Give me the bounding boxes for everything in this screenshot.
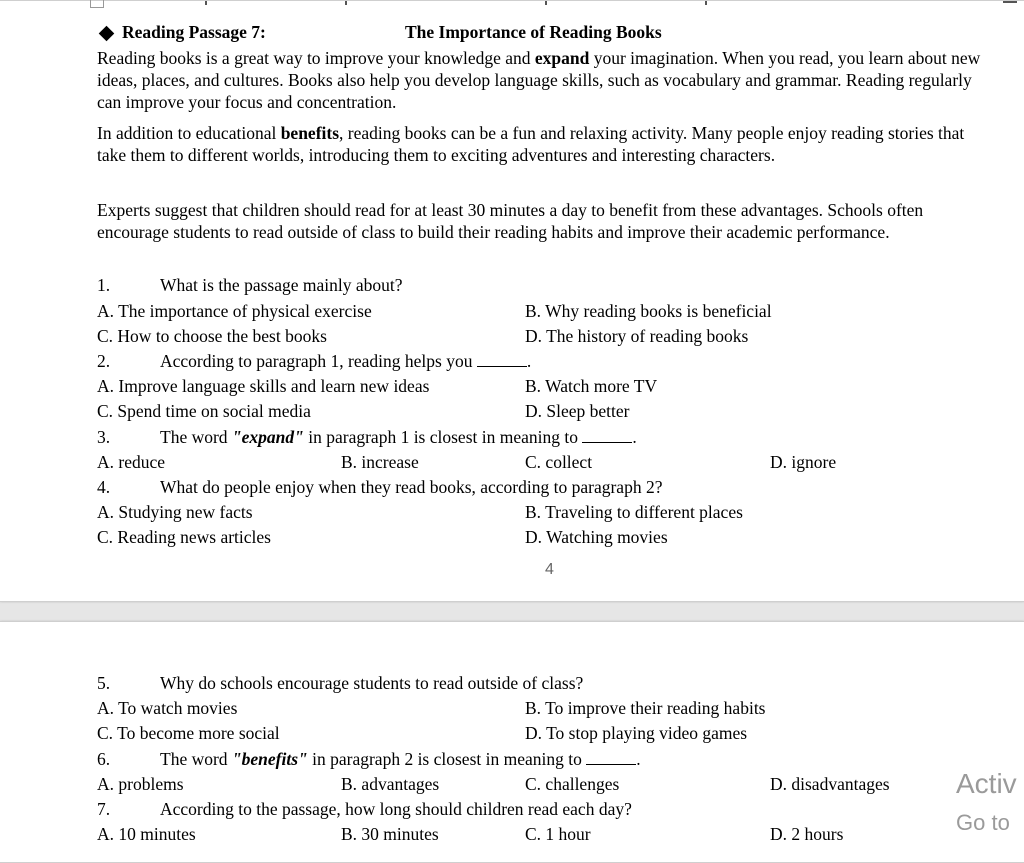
option-a: A. The importance of physical exercise bbox=[97, 301, 372, 321]
option-c: C. 1 hour bbox=[525, 824, 591, 844]
passage-title: The Importance of Reading Books bbox=[405, 22, 662, 42]
question-text: Why do schools encourage students to read outside of class? bbox=[160, 673, 584, 693]
activation-watermark-line1: Activ bbox=[956, 768, 1017, 799]
option-a: A. 10 minutes bbox=[97, 824, 196, 844]
answer-blank bbox=[477, 352, 527, 367]
option-d: D. The history of reading books bbox=[525, 326, 749, 346]
question-text: According to paragraph 1, reading helps you . bbox=[160, 351, 532, 371]
answer-blank bbox=[582, 428, 632, 443]
question-text: The word "benefits" in paragraph 2 is closest in meaning to . bbox=[160, 749, 641, 769]
option-c: C. How to choose the best books bbox=[97, 326, 327, 346]
option-a: A. reduce bbox=[97, 452, 166, 472]
option-b: B. Watch more TV bbox=[525, 376, 658, 396]
ruler-tick bbox=[545, 1, 547, 5]
option-c: C. challenges bbox=[525, 774, 620, 794]
option-a: A. To watch movies bbox=[97, 698, 238, 718]
paragraph-3: Experts suggest that children should read for at least 30 minutes a day to benefit from these advantages. Schools often encourage students to read outside of class to build their reading habits and improve their academic performance. bbox=[97, 200, 924, 242]
page-corner-mark bbox=[90, 0, 104, 8]
question-text: According to the passage, how long should children read each day? bbox=[160, 799, 632, 819]
question-number: 1. bbox=[97, 275, 111, 295]
option-d: D. disadvantages bbox=[770, 774, 890, 794]
ruler-tick bbox=[705, 1, 707, 5]
ruler-mark bbox=[1003, 1, 1017, 3]
option-a: A. problems bbox=[97, 774, 184, 794]
paragraph-1: Reading books is a great way to improve your knowledge and expand your imagination. When you read, you learn about new ideas, places, and cultures. Books also help you develop language skills, such as vocabulary and grammar. Reading regularly can improve your focus and concentration. bbox=[97, 48, 981, 112]
diamond-bullet-icon bbox=[99, 26, 115, 42]
option-d: D. ignore bbox=[770, 452, 837, 472]
question-number: 4. bbox=[97, 477, 111, 497]
option-b: B. To improve their reading habits bbox=[525, 698, 766, 718]
answer-blank bbox=[586, 750, 636, 765]
passage-label: Reading Passage 7: bbox=[97, 21, 266, 43]
question-number: 3. bbox=[97, 427, 111, 447]
question-text: The word "expand" in paragraph 1 is closest in meaning to . bbox=[160, 427, 637, 447]
question-number: 2. bbox=[97, 351, 111, 371]
option-a: A. Studying new facts bbox=[97, 502, 253, 522]
document-page-2 bbox=[0, 621, 1024, 863]
paragraph-2: In addition to educational benefits, reading books can be a fun and relaxing activity. Many people enjoy reading stories that take them to different worlds, introducing them to exciting adventures and interesting characters. bbox=[97, 123, 965, 165]
question-number: 6. bbox=[97, 749, 111, 769]
option-b: B. Traveling to different places bbox=[525, 502, 743, 522]
question-text: What is the passage mainly about? bbox=[160, 275, 403, 295]
question-number: 5. bbox=[97, 673, 111, 693]
option-b: B. increase bbox=[341, 452, 419, 472]
option-c: C. Reading news articles bbox=[97, 527, 271, 547]
option-d: D. To stop playing video games bbox=[525, 723, 748, 743]
option-b: B. advantages bbox=[341, 774, 440, 794]
page-number: 4 bbox=[545, 561, 554, 578]
ruler-tick bbox=[205, 1, 207, 5]
option-c: C. Spend time on social media bbox=[97, 401, 311, 421]
question-number: 7. bbox=[97, 799, 111, 819]
option-d: D. 2 hours bbox=[770, 824, 844, 844]
option-c: C. collect bbox=[525, 452, 593, 472]
option-b: B. 30 minutes bbox=[341, 824, 439, 844]
option-d: D. Watching movies bbox=[525, 527, 668, 547]
question-text: What do people enjoy when they read books, according to paragraph 2? bbox=[160, 477, 663, 497]
ruler-tick bbox=[345, 1, 347, 5]
option-b: B. Why reading books is beneficial bbox=[525, 301, 772, 321]
option-c: C. To become more social bbox=[97, 723, 280, 743]
option-a: A. Improve language skills and learn new ideas bbox=[97, 376, 430, 396]
option-d: D. Sleep better bbox=[525, 401, 630, 421]
activation-watermark-line2: Go to bbox=[956, 810, 1010, 835]
